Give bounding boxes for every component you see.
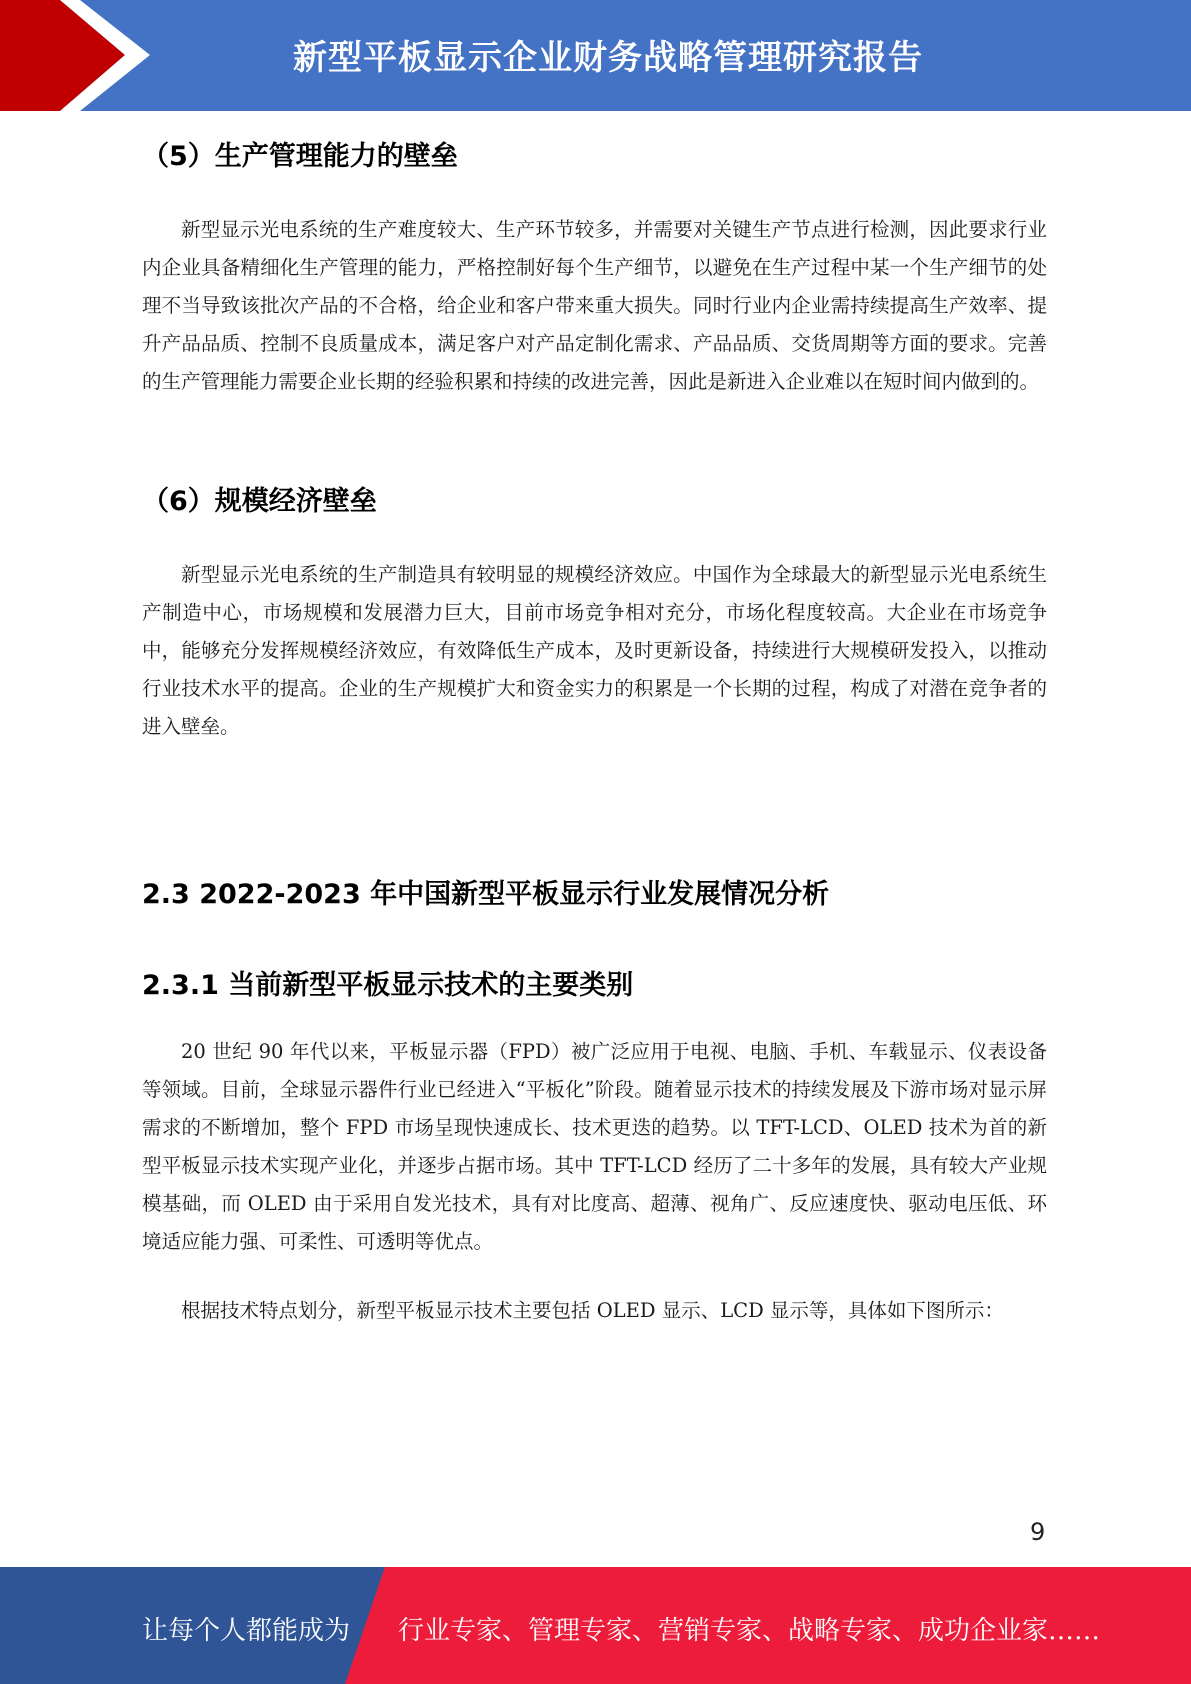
paragraph-tech-classification: 根据技术特点划分，新型平板显示技术主要包括 OLED 显示、LCD 显示等，具体如下图所示： bbox=[181, 1299, 1004, 1322]
chapter-heading-2-3: 2.3 2022-2023 年中国新型平板显示行业发展情况分析 bbox=[142, 879, 830, 910]
footer-slogan-right: 行业专家、管理专家、营销专家、战略专家、成功企业家…… bbox=[398, 1616, 1101, 1646]
section-heading-scale-economy: （6）规模经济壁垒 bbox=[142, 486, 377, 517]
section-heading-production-management: （5）生产管理能力的壁垒 bbox=[142, 141, 458, 172]
paragraph-fpd-overview: 20 世纪 90 年代以来，平板显示器（FPD）被广泛应用于电视、电脑、手机、车载显示、仪表设备等领域。目前，全球显示器件行业已经进入“平板化”阶段。随着显示技术的持续发展及下游市场对显示屏需求的不断增加，整个 FPD 市场呈现快速成长、技术更迭的趋势。以 TFT-LCD、OLED 技术为首的新型平板显示技术实现产业化，并逐步占据市场。其中 TFT-LCD 经历了二十多年的发展，具有较大产业规模基础，而 OLED 由于采用自发光技术，具有对比度高、超薄、视角广、反应速度快、驱动电压低、环境适应能力强、可柔性、可透明等优点。 bbox=[142, 1040, 1047, 1253]
report-title: 新型平板显示企业财务战略管理研究报告 bbox=[293, 38, 923, 78]
chapter-heading-2-3-1: 2.3.1 当前新型平板显示技术的主要类别 bbox=[142, 970, 634, 1001]
page-header bbox=[0, 0, 1191, 111]
footer-slogan-left: 让每个人都能成为 bbox=[142, 1616, 351, 1646]
paragraph-production-management: 新型显示光电系统的生产难度较大、生产环节较多，并需要对关键生产节点进行检测，因此要求行业内企业具备精细化生产管理的能力，严格控制好每个生产细节，以避免在生产过程中某一个生产细节的处理不当导致该批次产品的不合格，给企业和客户带来重大损失。同时行业内企业需持续提高生产效率、提升产品品质、控制不良质量成本，满足客户对产品定制化需求、产品品质、交货周期等方面的要求。完善的生产管理能力需要企业长期的经验积累和持续的改进完善，因此是新进入企业难以在短时间内做到的。 bbox=[142, 218, 1047, 393]
paragraph-scale-economy: 新型显示光电系统的生产制造具有较明显的规模经济效应。中国作为全球最大的新型显示光电系统生产制造中心，市场规模和发展潜力巨大，目前市场竞争相对充分，市场化程度较高。大企业在市场竞争中，能够充分发挥规模经济效应，有效降低生产成本，及时更新设备，持续进行大规模研发投入，以推动行业技术水平的提高。企业的生产规模扩大和资金实力的积累是一个长期的过程，构成了对潜在竞争者的进入壁垒。 bbox=[142, 563, 1047, 738]
page-number: 9 bbox=[1030, 1518, 1046, 1546]
page-footer bbox=[0, 1567, 1191, 1684]
